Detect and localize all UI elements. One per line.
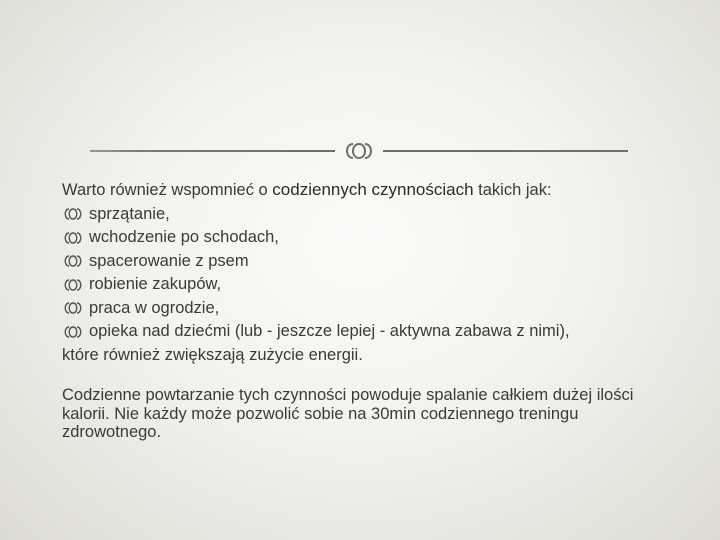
intro-line	[62, 178, 682, 203]
ornament-icon	[339, 141, 379, 161]
ornament-bullet-icon	[62, 254, 82, 268]
list-item	[62, 320, 682, 344]
divider-line-right	[383, 150, 628, 152]
summary-paragraph: Codzienne powtarzanie tych czynności powoduje spalanie całkiem dużej ilości kalorii. Nie każdy może pozwolić sobie na 30min codziennego treningu zdrowotnego.	[62, 386, 634, 441]
list-item-label: spacerowanie z psem	[89, 251, 249, 270]
main-text	[62, 178, 682, 367]
list-item	[62, 273, 682, 297]
list-item-label: wchodzenie po schodach,	[89, 228, 279, 246]
intro-emphasis: codziennych czynnościach	[272, 180, 474, 199]
title-divider	[90, 141, 628, 161]
list-item-label: robienie zakupów,	[89, 275, 222, 293]
divider-line-left	[90, 150, 335, 152]
list-item	[62, 250, 682, 274]
list-item	[62, 203, 682, 227]
list-item-label: praca w ogrodzie,	[89, 298, 220, 317]
ornament-bullet-icon	[62, 325, 82, 339]
ornament-bullet-icon	[62, 231, 82, 245]
closing-line: które również zwiększają zużycie energii.	[62, 345, 363, 364]
list-item-label: opieka nad dziećmi (lub - jeszcze lepiej - aktywna zabawa z nimi),	[89, 322, 570, 340]
list-item	[62, 297, 682, 321]
list-item	[62, 226, 682, 250]
ornament-bullet-icon	[62, 278, 82, 292]
ornament-bullet-icon	[62, 301, 82, 315]
list-item-label: sprzątanie,	[89, 204, 170, 223]
ornament-bullet-icon	[62, 207, 82, 221]
intro-before: Warto również wspomnieć o	[62, 181, 273, 199]
intro-after: takich jak:	[473, 181, 552, 199]
